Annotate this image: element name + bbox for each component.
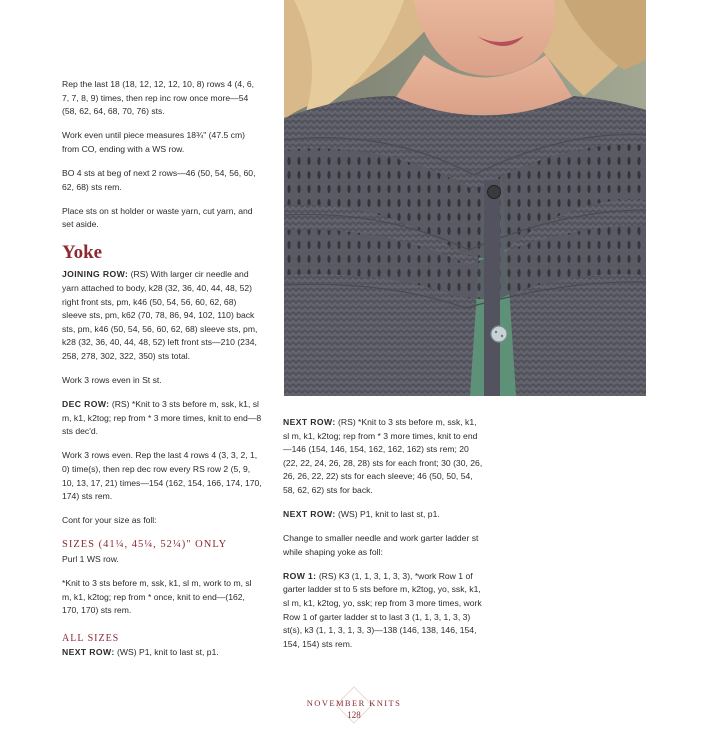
- cardigan-photo: [284, 0, 646, 396]
- cardigan-illustration: [284, 0, 646, 396]
- paragraph-next-row: [283, 416, 483, 498]
- paragraph: Work even until piece measures 18¾" (47.5 cm) from CO, ending with a WS row.: [62, 130, 245, 154]
- right-text-column: [283, 416, 483, 662]
- row-label: DEC ROW:: [62, 399, 110, 410]
- row-label: NEXT ROW:: [62, 647, 115, 658]
- subheading-sizes: SIZES (41¼, 45¼, 52¼)" ONLY: [62, 539, 228, 551]
- paragraph: BO 4 sts at beg of next 2 rows—46 (50, 54, 56, 60, 62, 68) sts rem.: [62, 167, 256, 192]
- paragraph-row-1: [283, 570, 483, 652]
- button-lower-icon: [491, 326, 507, 342]
- row-text: (WS) P1, knit to last st, p1.: [114, 647, 219, 658]
- button-top-icon: [488, 186, 501, 199]
- left-text-column: [62, 78, 262, 671]
- row-label: JOINING ROW:: [62, 269, 129, 280]
- paragraph: Change to smaller needle and work garter ladder st while shaping yoke as foll:: [283, 533, 479, 557]
- page-footer: [290, 698, 418, 720]
- paragraph: Work 3 rows even. Rep the last 4 rows 4 (3, 3, 2, 1, 0) time(s), then rep dec row every RS row 2 (5, 9, 10, 13, 17, 21) times—154 (162, 154, 166, 174, 170, 174) sts rem.: [62, 450, 262, 502]
- page-number: 128: [347, 710, 361, 720]
- row-text: (RS) *Knit to 3 sts before m, ssk, k1, sl m, k1, k2tog; rep from * 3 more times, knit to end—146 (154, 146, 154, 162, 162, 162) sts rem; 20 (22, 22, 24, 26, 28, 28) sts for each front; 30 (30, 26, 26, 26, 22, 22) sts for each sleeve; 46 (50, 50, 54, 58, 62, 62) sts for back.: [283, 417, 483, 495]
- row-text: (RS) *Knit to 3 sts before m, ssk, k1, sl m, k1, k2tog; rep from * 3 more times, knit to end—8 sts dec'd.: [62, 399, 262, 437]
- paragraph: *Knit to 3 sts before m, ssk, k1, sl m, work to m, sl m, k1, k2tog; rep from * once, knit to end—(162, 170, 170) sts rem.: [62, 578, 252, 616]
- paragraph-dec-row: [62, 398, 262, 439]
- section-heading-yoke: Yoke: [62, 242, 103, 264]
- book-title: NOVEMBER KNITS: [306, 698, 402, 708]
- row-label: NEXT ROW:: [283, 509, 336, 520]
- paragraph: Cont for your size as foll:: [62, 515, 157, 526]
- paragraph: Work 3 rows even in St st.: [62, 375, 162, 385]
- row-text: (RS) K3 (1, 1, 3, 1, 3, 3), *work Row 1 of garter ladder st to 5 sts before m, k2tog, yo, ssk, k1, sl m, k1, k2tog, yo, ssk; rep from 3 more times, work Row 1 of garter ladder st to last 3 (1, 1, 3, 1, 3, 3) st(s), k3 (1, 1, 3, 1, 3, 3)—138 (146, 138, 146, 154, 154, 154) sts rem.: [283, 570, 482, 649]
- row-label: NEXT ROW:: [283, 417, 336, 427]
- paragraph-next-row: [62, 646, 262, 660]
- paragraph: Purl 1 WS row.: [62, 553, 119, 564]
- row-text: (RS) With larger cir needle and yarn attached to body, k28 (32, 36, 40, 44, 48, 52) right front sts, pm, k46 (50, 54, 56, 60, 62, 68) sleeve sts, pm, k62 (70, 78, 86, 94, 102, 110) back sts, pm, k46 (50, 54, 56, 60, 62, 68) sleeve sts, pm, k28 (32, 36, 40, 44, 48, 52) left front sts—210 (234, 258, 278, 302, 322, 350) sts total.: [62, 269, 258, 361]
- paragraph: Rep the last 18 (18, 12, 12, 12, 10, 8) rows 4 (4, 6, 7, 7, 8, 9) times, then rep inc row once more—54 (58, 62, 64, 68, 70, 76) sts.: [62, 79, 255, 117]
- paragraph-next-row: [283, 508, 483, 522]
- subheading-all-sizes: ALL SIZES: [62, 632, 120, 644]
- paragraph: Place sts on st holder or waste yarn, cut yarn, and set aside.: [62, 205, 253, 230]
- paragraph-joining-row: [62, 268, 262, 363]
- row-label: ROW 1:: [283, 570, 317, 581]
- row-text: (WS) P1, knit to last st, p1.: [335, 509, 440, 520]
